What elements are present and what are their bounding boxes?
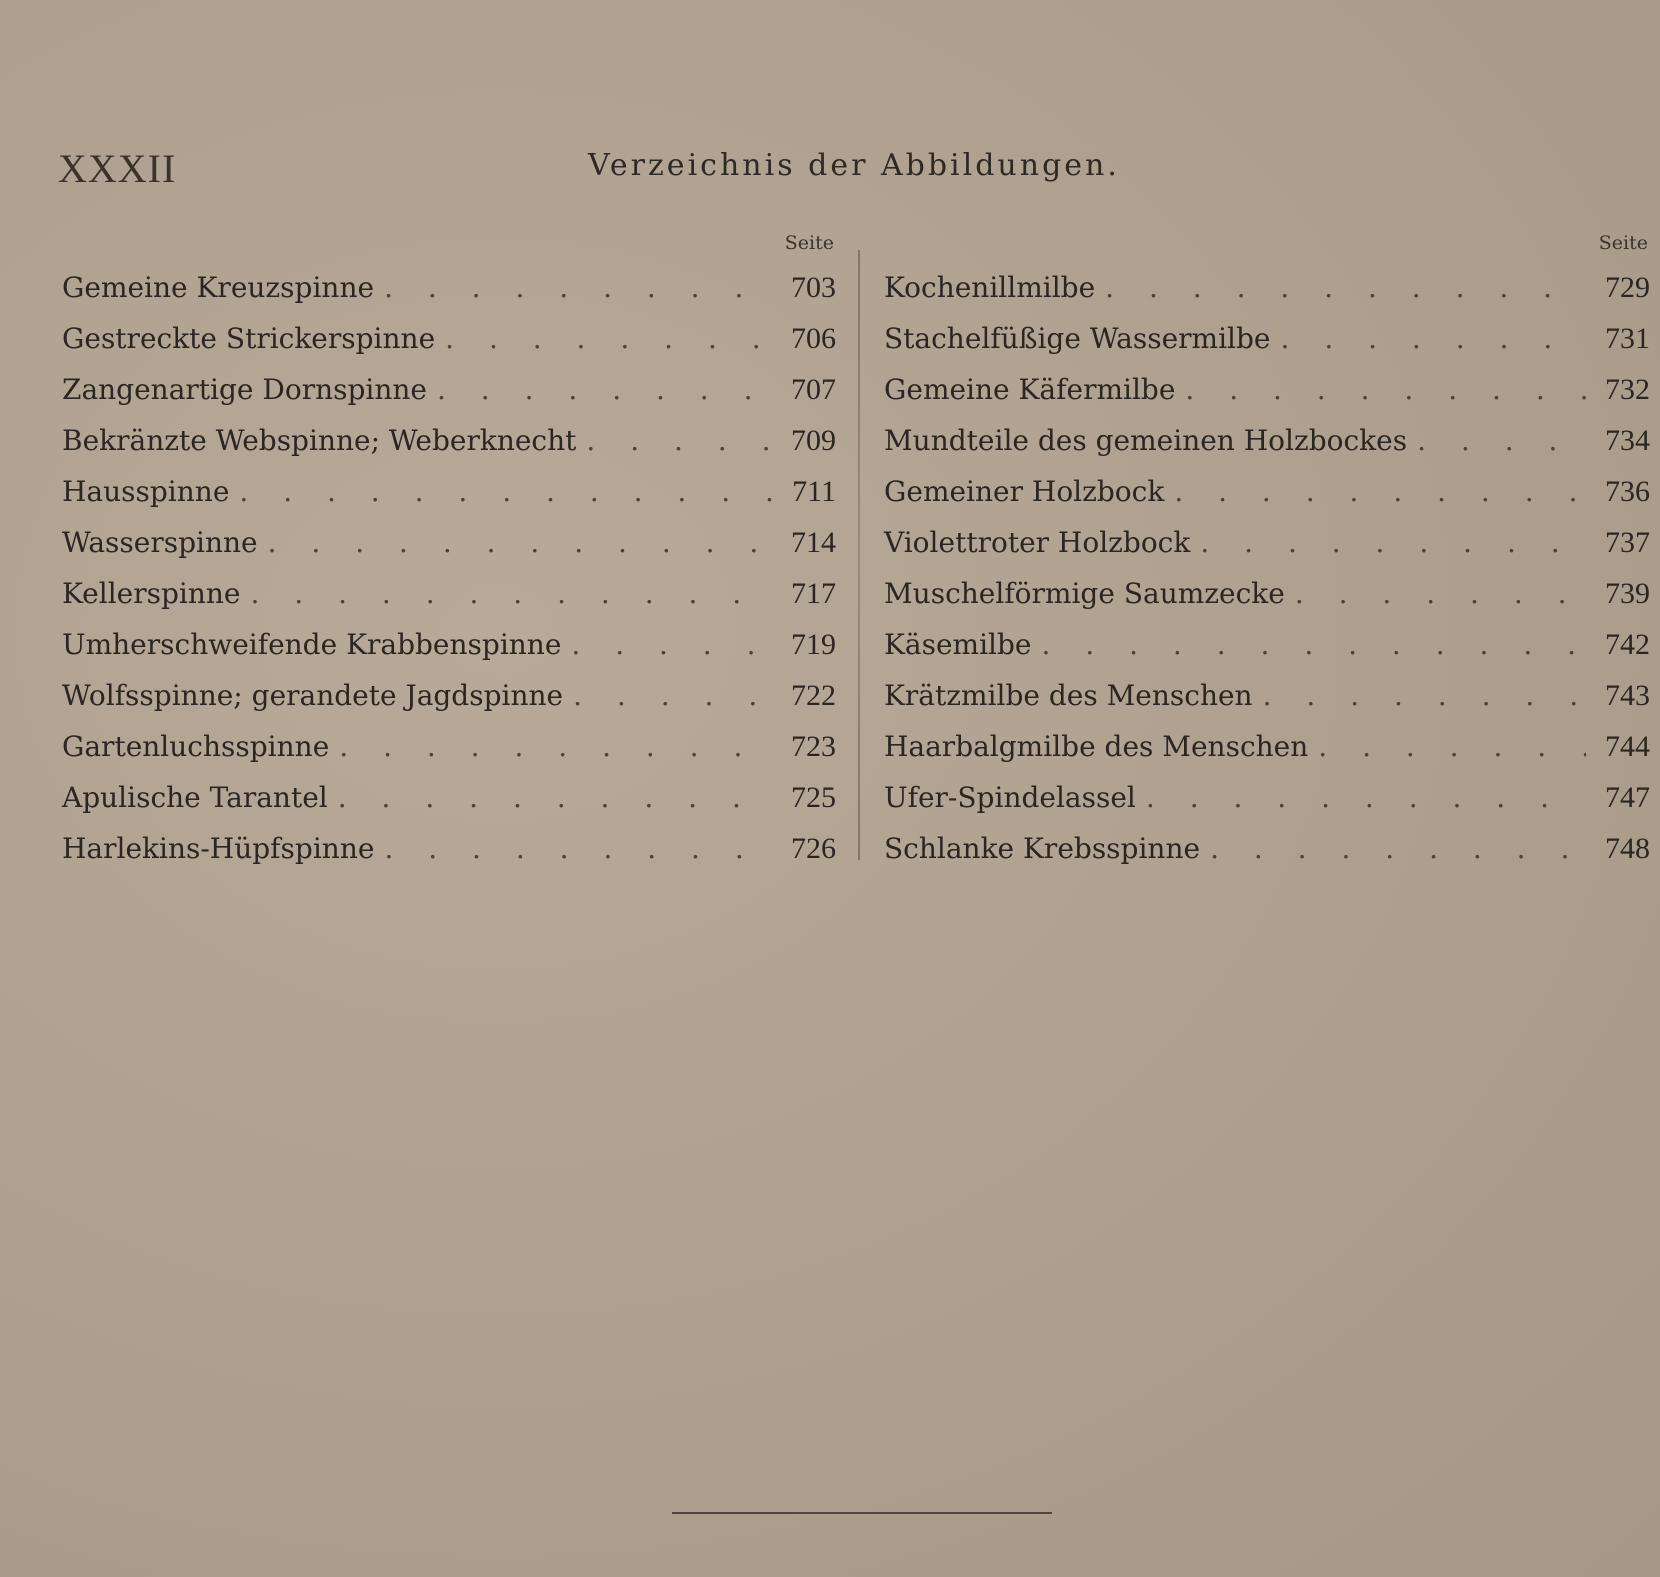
entry-title: Gemeiner Holzbock [884,475,1165,508]
dot-leader [1417,415,1586,466]
entry-page-number: 707 [791,373,836,406]
entry-page-number: 703 [791,271,836,304]
dot-leader [573,670,772,721]
dot-leader [1185,364,1586,415]
toc-entry [62,670,836,721]
entry-page-number: 732 [1605,373,1650,406]
entry-title: Apulische Tarantel [62,781,328,814]
dot-leader [437,364,772,415]
dot-leader [339,721,772,772]
dot-leader [384,262,772,313]
entry-page-number: 711 [792,475,836,508]
entry-title: Zangenartige Dornspinne [62,373,427,406]
dot-leader [239,466,772,517]
dot-leader [1200,517,1586,568]
toc-entry [62,517,836,568]
column-divider [858,250,860,860]
entry-page-number: 723 [791,730,836,763]
toc-entry [884,568,1650,619]
toc-entry [62,313,836,364]
footer-rule [672,1512,1052,1514]
dot-leader [571,619,772,670]
toc-entry [62,568,836,619]
toc-entry [884,670,1650,721]
dot-leader [268,517,772,568]
toc-entry [884,262,1650,313]
entry-page-number: 742 [1605,628,1650,661]
entry-title: Käsemilbe [884,628,1032,661]
dot-leader [586,415,772,466]
entry-title: Haarbalgmilbe des Menschen [884,730,1309,763]
dot-leader [251,568,773,619]
dot-leader [384,823,772,874]
entry-title: Kellerspinne [62,577,241,610]
entry-title: Gemeine Käfermilbe [884,373,1176,406]
toc-entry [62,364,836,415]
dot-leader [1105,262,1586,313]
dot-leader [1210,823,1586,874]
entry-page-number: 714 [791,526,836,559]
entry-title: Harlekins-Hüpfspinne [62,832,375,865]
entry-title: Mundteile des gemeinen Holzbockes [884,424,1408,457]
entry-title: Muschelförmige Saumzecke [884,577,1285,610]
entry-title: Violettroter Holzbock [884,526,1191,559]
entry-title: Kochenillmilbe [884,271,1096,304]
entry-title: Gartenluchsspinne [62,730,330,763]
dot-leader [1042,619,1586,670]
dot-leader [1281,313,1586,364]
dot-leader [1295,568,1586,619]
toc-entry [884,772,1650,823]
toc-entry [62,721,836,772]
entry-page-number: 748 [1605,832,1650,865]
column-heading-seite: Seite [784,232,834,254]
toc-entry [62,262,836,313]
toc-entry [884,619,1650,670]
entry-page-number: 734 [1605,424,1650,457]
entry-title: Gestreckte Strickerspinne [62,322,436,355]
page-title: Verzeichnis der Abbildungen. [588,148,1120,183]
entry-page-number: 725 [791,781,836,814]
toc-entry [884,415,1650,466]
toc-left-column [62,232,836,874]
entry-page-number: 706 [791,322,836,355]
toc-entry [62,466,836,517]
entry-page-number: 743 [1605,679,1650,712]
dot-leader [1174,466,1586,517]
dot-leader [1146,772,1586,823]
entry-title: Ufer-Spindelassel [884,781,1136,814]
page-number: XXXII [58,146,177,191]
entry-title: Hausspinne [62,475,230,508]
toc-right-column [884,232,1650,874]
entry-title: Stachelfüßige Wassermilbe [884,322,1271,355]
toc-entry [884,823,1650,874]
dot-leader [338,772,772,823]
entry-title: Schlanke Krebsspinne [884,832,1201,865]
toc-entry [884,517,1650,568]
entry-page-number: 722 [791,679,836,712]
entry-page-number: 729 [1605,271,1650,304]
entry-page-number: 717 [791,577,836,610]
toc-entry [884,364,1650,415]
entry-title: Gemeine Kreuzspinne [62,271,375,304]
entry-page-number: 719 [791,628,836,661]
entry-page-number: 737 [1605,526,1650,559]
toc-entry [884,721,1650,772]
entry-title: Wolfsspinne; gerandete Jagdspinne [62,679,564,712]
entry-title: Umherschweifende Krabbenspinne [62,628,562,661]
entry-title: Bekränzte Webspinne; Weberknecht [62,424,577,457]
entry-page-number: 747 [1605,781,1650,814]
toc-entry [62,619,836,670]
toc-entry [62,823,836,874]
dot-leader [445,313,772,364]
entry-page-number: 736 [1605,475,1650,508]
column-heading-seite: Seite [1598,232,1648,254]
toc-entry [62,772,836,823]
toc-entry [884,466,1650,517]
entry-page-number: 709 [791,424,836,457]
entry-page-number: 726 [791,832,836,865]
entry-page-number: 731 [1605,322,1650,355]
toc-entry [884,313,1650,364]
entry-page-number: 744 [1605,730,1650,763]
entry-title: Krätzmilbe des Menschen [884,679,1253,712]
toc-entry [62,415,836,466]
entry-title: Wasserspinne [62,526,258,559]
dot-leader [1318,721,1586,772]
entry-page-number: 739 [1605,577,1650,610]
dot-leader [1263,670,1586,721]
